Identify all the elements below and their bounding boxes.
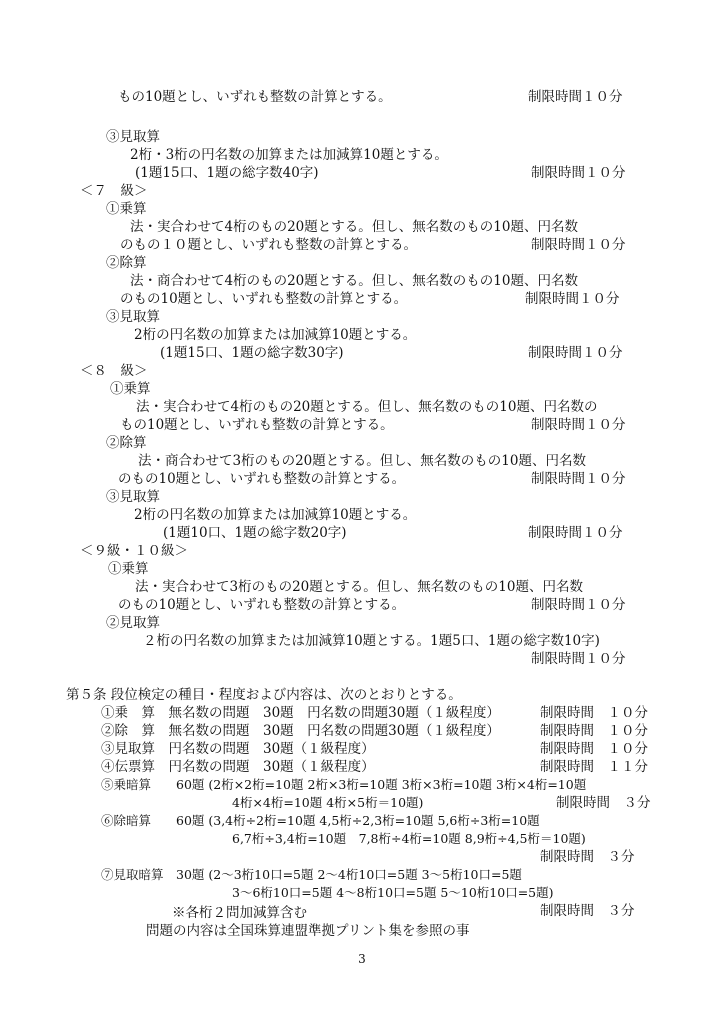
time-limit: 制限時間１０分 xyxy=(531,471,626,487)
text-line: (1題10口、1題の総字数20字) xyxy=(163,525,347,541)
time-limit: 制限時間 １０分 xyxy=(540,741,648,757)
time-limit: 制限時間１０分 xyxy=(531,165,626,181)
section-heading: ③見取算 xyxy=(106,129,160,145)
text-line: (1題15口、1題の総字数30字) xyxy=(160,345,344,361)
article-heading: 第５条 段位検定の種目・程度および内容は、次のとおりとする。 xyxy=(66,687,462,703)
text-line: のもの10題とし、いずれも整数の計算とする。 xyxy=(120,291,408,307)
grade-heading: ＜７ 級＞ xyxy=(80,183,148,199)
time-limit: 制限時間 １０分 xyxy=(540,723,648,739)
section-heading: ①乗算 xyxy=(108,561,149,577)
time-limit: 制限時間 ３分 xyxy=(540,849,635,865)
text-line: (1題15口、1題の総字数40字) xyxy=(135,165,319,181)
grade-heading: ＜９級・１０級＞ xyxy=(80,543,188,559)
text-line: 法・実合わせて4桁のもの20題とする。但し、無名数のもの10題、円名数の xyxy=(136,399,598,415)
text-line: 2桁・3桁の円名数の加算または加減算10題とする。 xyxy=(130,147,448,163)
time-limit: 制限時間 １０分 xyxy=(540,705,648,721)
time-limit: 制限時間 ３分 xyxy=(540,903,635,919)
time-limit: 制限時間１０分 xyxy=(531,417,626,433)
note-line: 問題の内容は全国珠算連盟準拠プリント集を参照の事 xyxy=(146,923,470,939)
note-line: ※各桁２問加減算含む xyxy=(172,905,307,921)
exam-item: ①乗 算 無名数の問題 30題 円名数の問題30題（１級程度） xyxy=(101,705,500,721)
exam-item: ⑤乗暗算 60題 (2桁×2桁=10題 2桁×3桁=10題 3桁×3桁=10題 3桁×4桁=10題 xyxy=(101,777,587,792)
text-line: 2桁の円名数の加算または加減算10題とする。 xyxy=(134,507,417,523)
text-line: 6,7桁÷3,4桁=10題 7,8桁÷4桁=10題 8,9桁÷4,5桁＝10題) xyxy=(232,831,586,846)
time-limit: 制限時間１０分 xyxy=(528,89,623,105)
time-limit: 制限時間１０分 xyxy=(531,237,626,253)
text-line: もの10題とし、いずれも整数の計算とする。 xyxy=(120,417,394,433)
time-limit: 制限時間 ３分 xyxy=(556,795,651,811)
text-line: 3～6桁10口=5題 4～8桁10口=5題 5～10桁10口=5題) xyxy=(232,885,554,900)
exam-item: ③見取算 円名数の問題 30題（１級程度） xyxy=(101,741,375,757)
section-heading: ③見取算 xyxy=(106,309,160,325)
section-heading: ①乗算 xyxy=(110,381,151,397)
section-heading: ①乗算 xyxy=(106,201,147,217)
grade-heading: ＜８ 級＞ xyxy=(80,363,148,379)
time-limit: 制限時間 １１分 xyxy=(540,759,648,775)
exam-item: ②除 算 無名数の問題 30題 円名数の問題30題（１級程度） xyxy=(101,723,500,739)
time-limit: 制限時間１０分 xyxy=(528,345,623,361)
section-heading: ②見取算 xyxy=(106,615,160,631)
time-limit: 制限時間１０分 xyxy=(531,597,626,613)
text-line: のもの１０題とし、いずれも整数の計算とする。 xyxy=(120,237,417,253)
exam-item: ⑥除暗算 60題 (3,4桁÷2桁=10題 4,5桁÷2,3桁=10題 5,6桁÷3桁=10題 xyxy=(101,813,540,828)
time-limit: 制限時間１０分 xyxy=(528,525,623,541)
text-line: 法・商合わせて3桁のもの20題とする。但し、無名数のもの10題、円名数 xyxy=(138,453,586,469)
text-line: ２桁の円名数の加算または加減算10題とする。1題5口、1題の総字数10字) xyxy=(143,633,600,649)
text-line: もの10題とし、いずれも整数の計算とする。 xyxy=(118,89,392,105)
exam-item: ⑦見取暗算 30題 (2～3桁10口=5題 2～4桁10口=5題 3～5桁10口=5題 xyxy=(101,867,522,882)
section-heading: ③見取算 xyxy=(106,489,160,505)
page-number: 3 xyxy=(358,952,366,966)
text-line: 2桁の円名数の加算または加減算10題とする。 xyxy=(134,327,417,343)
text-line: のもの10題とし、いずれも整数の計算とする。 xyxy=(118,597,406,613)
text-line: 法・実合わせて4桁のもの20題とする。但し、無名数のもの10題、円名数 xyxy=(130,219,578,235)
text-line: のもの10題とし、いずれも整数の計算とする。 xyxy=(118,471,406,487)
exam-item: ④伝票算 円名数の問題 30題（１級程度） xyxy=(101,759,375,775)
time-limit: 制限時間１０分 xyxy=(531,651,626,667)
text-line: 法・実合わせて3桁のもの20題とする。但し、無名数のもの10題、円名数 xyxy=(135,579,583,595)
time-limit: 制限時間１０分 xyxy=(525,291,620,307)
text-line: 4桁×4桁=10題 4桁×5桁＝10題) xyxy=(232,795,424,810)
section-heading: ②除算 xyxy=(106,435,147,451)
section-heading: ②除算 xyxy=(106,255,147,271)
text-line: 法・商合わせて4桁のもの20題とする。但し、無名数のもの10題、円名数 xyxy=(130,273,578,289)
